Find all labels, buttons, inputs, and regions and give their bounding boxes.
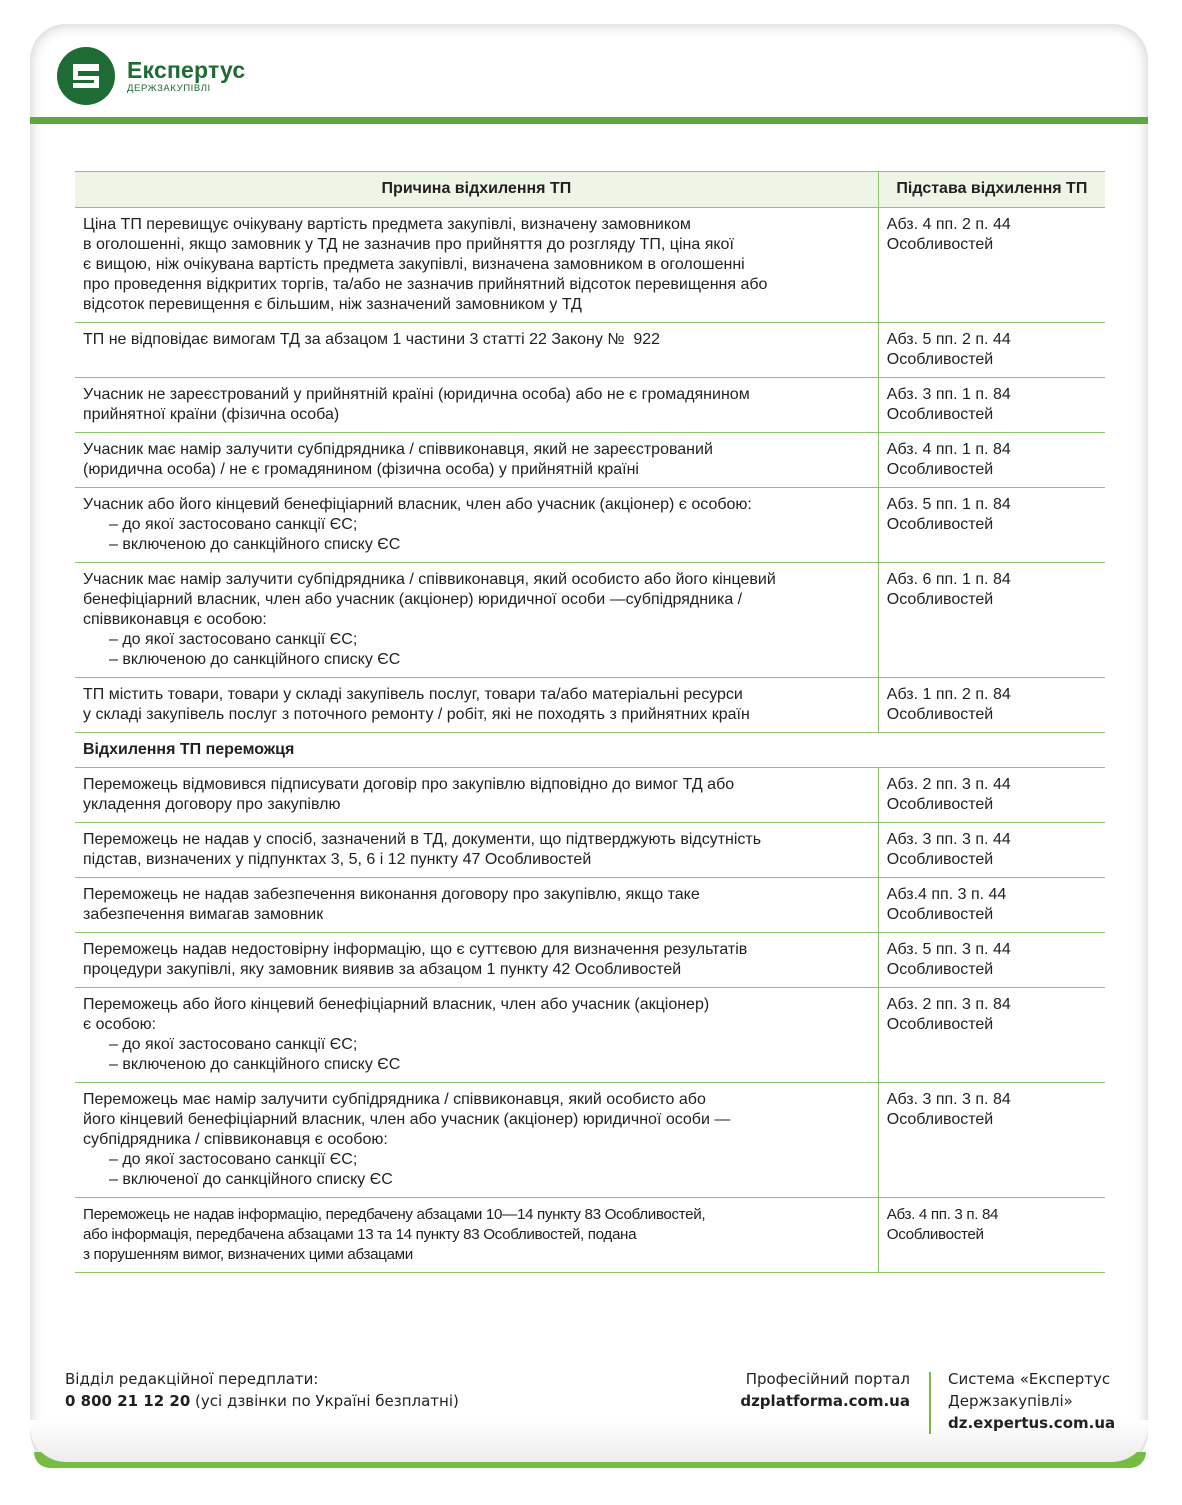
reason-line: бенефіціарний власник, член або учасник (акціонер) юридичної особи —субпідрядника / bbox=[83, 591, 743, 608]
basis-line: Особливостей bbox=[886, 591, 994, 608]
basis-cell bbox=[878, 323, 1105, 378]
basis-line: Особливостей bbox=[886, 851, 994, 868]
reason-line: укладення договору про закупівлю bbox=[83, 796, 341, 813]
table-row bbox=[75, 488, 1105, 563]
basis-cell bbox=[878, 678, 1105, 733]
table-row bbox=[75, 433, 1105, 488]
reason-line: підстав, визначених у підпунктах 3, 5, 6 і 12 пункту 47 Особливостей bbox=[83, 851, 592, 868]
reason-cell bbox=[75, 933, 878, 988]
system-label-line2: Держзакупівлі» bbox=[948, 1392, 1073, 1410]
basis-cell bbox=[878, 1083, 1105, 1198]
reason-line: його кінцевий бенефіціарний власник, член або учасник (акціонер) юридичної особи — bbox=[83, 1111, 731, 1128]
subscription-label: Відділ редакційної передплати: bbox=[65, 1370, 319, 1388]
basis-cell bbox=[878, 208, 1105, 323]
table-header-row bbox=[75, 172, 1105, 208]
table-row bbox=[75, 768, 1105, 823]
basis-cell bbox=[878, 768, 1105, 823]
reason-line: процедури закупівлі, яку замовник виявив за абзацом 1 пункту 42 Особливостей bbox=[83, 961, 682, 978]
table-row bbox=[75, 678, 1105, 733]
reason-cell bbox=[75, 768, 878, 823]
basis-line: Абз.4 пп. 3 п. 44 bbox=[886, 886, 1007, 903]
reason-line: ТП не відповідає вимогам ТД за абзацом 1 частини 3 статті 22 Закону № 922 bbox=[83, 331, 661, 348]
reason-cell bbox=[75, 563, 878, 678]
reason-line: про проведення відкритих торгів, та/або не зазначив прийнятний відсоток перевищення або bbox=[83, 276, 768, 293]
column-header-basis: Підстава відхилення ТП bbox=[878, 172, 1105, 208]
reason-cell bbox=[75, 1083, 878, 1198]
rejection-table bbox=[75, 171, 1105, 1273]
reason-cell bbox=[75, 1198, 878, 1273]
brand-subtitle: ДЕРЖЗАКУПІВЛІ bbox=[127, 83, 211, 94]
system-link[interactable]: dz.expertus.com.ua bbox=[948, 1414, 1116, 1432]
reason-bullet: – до якої застосовано санкції ЄС; bbox=[109, 631, 358, 648]
basis-line: Особливостей bbox=[886, 1016, 994, 1033]
reason-bullet: – включеною до санкційного списку ЄС bbox=[109, 1056, 401, 1073]
reason-line: є вищою, ніж очікувана вартість предмета закупівлі, визначена замовником в оголошенні bbox=[83, 256, 745, 273]
basis-cell bbox=[878, 488, 1105, 563]
basis-line: Особливостей bbox=[886, 516, 994, 533]
basis-cell bbox=[878, 933, 1105, 988]
reason-cell bbox=[75, 878, 878, 933]
reason-line: співвиконавця є особою: bbox=[83, 611, 267, 628]
column-header-reason: Причина відхилення ТП bbox=[75, 172, 878, 208]
footer-divider bbox=[929, 1372, 931, 1434]
reason-cell bbox=[75, 678, 878, 733]
basis-line: Абз. 4 пп. 1 п. 84 bbox=[886, 441, 1011, 458]
reason-line: Переможець має намір залучити субпідрядника / співвиконавця, який особисто або bbox=[83, 1091, 706, 1108]
basis-line: Особливостей bbox=[886, 351, 994, 368]
basis-line: Особливостей bbox=[886, 1111, 994, 1128]
table-row bbox=[75, 823, 1105, 878]
system-label-line1: Система «Експертус bbox=[948, 1370, 1111, 1388]
reason-line: Переможець відмовився підписувати договір про закупівлю відповідно до вимог ТД або bbox=[83, 776, 735, 793]
basis-line: Особливостей bbox=[886, 406, 994, 423]
table-row bbox=[75, 933, 1105, 988]
reason-line: Переможець не надав інформацію, передбачену абзацами 10—14 пункту 83 Особливостей, bbox=[83, 1206, 706, 1223]
reason-line: Переможець не надав забезпечення виконання договору про закупівлю, якщо таке bbox=[83, 886, 700, 903]
reason-line: прийнятної країни (фізична особа) bbox=[83, 406, 340, 423]
basis-line: Абз. 2 пп. 3 п. 84 bbox=[886, 996, 1011, 1013]
basis-cell bbox=[878, 988, 1105, 1083]
brand-name: Експертус bbox=[127, 57, 246, 83]
portal-label: Професійний портал bbox=[745, 1370, 910, 1388]
basis-line: Абз. 3 пп. 1 п. 84 bbox=[886, 386, 1011, 403]
basis-cell bbox=[878, 378, 1105, 433]
reason-line: у складі закупівель послуг з поточного ремонту / робіт, які не походять з прийнятних країн bbox=[83, 706, 750, 723]
reason-line: (юридична особа) / не є громадянином (фізична особа) у прийнятній країні bbox=[83, 461, 639, 478]
table-row bbox=[75, 378, 1105, 433]
basis-cell bbox=[878, 878, 1105, 933]
reason-bullet: – до якої застосовано санкції ЄС; bbox=[109, 1151, 358, 1168]
basis-cell bbox=[878, 823, 1105, 878]
logo bbox=[57, 47, 245, 105]
basis-line: Абз. 1 пп. 2 п. 84 bbox=[886, 686, 1011, 703]
basis-line: Абз. 3 пп. 3 п. 44 bbox=[886, 831, 1011, 848]
reason-line: Переможець не надав у спосіб, зазначений в ТД, документи, що підтверджують відсутність bbox=[83, 831, 762, 848]
table-row bbox=[75, 323, 1105, 378]
basis-cell bbox=[878, 563, 1105, 678]
basis-line: Особливостей bbox=[886, 906, 994, 923]
reason-line: з порушенням вимог, визначених цими абзацами bbox=[83, 1246, 413, 1263]
basis-line: Абз. 6 пп. 1 п. 84 bbox=[886, 571, 1011, 588]
expertus-logo-icon bbox=[57, 47, 115, 105]
basis-line: Абз. 5 пп. 2 п. 44 bbox=[886, 331, 1011, 348]
reason-bullet: – до якої застосовано санкції ЄС; bbox=[109, 516, 358, 533]
reason-bullet: – до якої застосовано санкції ЄС; bbox=[109, 1036, 358, 1053]
reason-line: в оголошенні, якщо замовник у ТД не зазначив про прийняття до розгляду ТП, ціна якої bbox=[83, 236, 734, 253]
basis-line: Особливостей bbox=[886, 236, 994, 253]
reason-line: є особою: bbox=[83, 1016, 157, 1033]
basis-line: Абз. 4 пп. 2 п. 44 bbox=[886, 216, 1011, 233]
basis-line: Особливостей bbox=[886, 796, 994, 813]
reason-line: Переможець або його кінцевий бенефіціарний власник, член або учасник (акціонер) bbox=[83, 996, 710, 1013]
portal-link[interactable]: dzplatforma.com.ua bbox=[740, 1392, 910, 1410]
basis-line: Особливостей bbox=[886, 706, 994, 723]
portal-info bbox=[720, 1368, 910, 1412]
reason-bullet: – включеною до санкційного списку ЄС bbox=[109, 651, 401, 668]
table-row bbox=[75, 878, 1105, 933]
header-divider bbox=[30, 117, 1148, 124]
reason-cell bbox=[75, 823, 878, 878]
reason-bullet: – включеної до санкційного списку ЄС bbox=[109, 1171, 393, 1188]
reason-line: Ціна ТП перевищує очікувану вартість предмета закупівлі, визначену замовником bbox=[83, 216, 691, 233]
basis-line: Абз. 5 пп. 1 п. 84 bbox=[886, 496, 1011, 513]
reason-cell bbox=[75, 323, 878, 378]
reason-bullet: – включеною до санкційного списку ЄС bbox=[109, 536, 401, 553]
basis-line: Абз. 2 пп. 3 п. 44 bbox=[886, 776, 1011, 793]
table-row bbox=[75, 208, 1105, 323]
basis-line: Особливостей bbox=[886, 961, 994, 978]
basis-line: Особливостей bbox=[886, 1226, 984, 1243]
reason-line: ТП містить товари, товари у складі закупівель послуг, товари та/або матеріальні ресурси bbox=[83, 686, 743, 703]
reason-line: Учасник або його кінцевий бенефіціарний власник, член або учасник (акціонер) є особою: bbox=[83, 496, 752, 513]
system-info bbox=[948, 1368, 1115, 1434]
reason-line: Переможець надав недостовірну інформацію, що є суттєвою для визначення результатів bbox=[83, 941, 748, 958]
reason-line: або інформація, передбачена абзацами 13 та 14 пункту 83 Особливостей, подана bbox=[83, 1226, 637, 1243]
phone-number[interactable]: 0 800 21 12 20 bbox=[65, 1392, 191, 1410]
reason-cell bbox=[75, 988, 878, 1083]
table-row bbox=[75, 1083, 1105, 1198]
basis-line: Абз. 4 пп. 3 п. 84 bbox=[886, 1206, 999, 1223]
basis-cell bbox=[878, 433, 1105, 488]
reason-line: Учасник має намір залучити субпідрядника / співвиконавця, який не зареєстрований bbox=[83, 441, 713, 458]
reason-cell bbox=[75, 488, 878, 563]
reason-line: відсоток перевищення є більшим, ніж зазначений замовником у ТД bbox=[83, 296, 582, 313]
basis-line: Особливостей bbox=[886, 461, 994, 478]
reason-line: субпідрядника / співвиконавця є особою: bbox=[83, 1131, 388, 1148]
subscription-contact bbox=[65, 1368, 459, 1412]
reason-line: Учасник має намір залучити субпідрядника / співвиконавця, який особисто або його кінцевий bbox=[83, 571, 776, 588]
phone-note: (усі дзвінки по Україні безплатні) bbox=[190, 1392, 459, 1410]
reason-cell bbox=[75, 208, 878, 323]
table-row bbox=[75, 563, 1105, 678]
section-row bbox=[75, 733, 1105, 768]
table-row bbox=[75, 1198, 1105, 1273]
reason-cell bbox=[75, 433, 878, 488]
reason-cell bbox=[75, 378, 878, 433]
basis-line: Абз. 3 пп. 3 п. 84 bbox=[886, 1091, 1011, 1108]
basis-line: Абз. 5 пп. 3 п. 44 bbox=[886, 941, 1011, 958]
reason-line: забезпечення вимагав замовник bbox=[83, 906, 324, 923]
basis-cell bbox=[878, 1198, 1105, 1273]
section-title: Відхилення ТП переможця bbox=[75, 733, 1105, 768]
table-row bbox=[75, 988, 1105, 1083]
reason-line: Учасник не зареєстрований у прийнятній країні (юридична особа) або не є громадянином bbox=[83, 386, 750, 403]
